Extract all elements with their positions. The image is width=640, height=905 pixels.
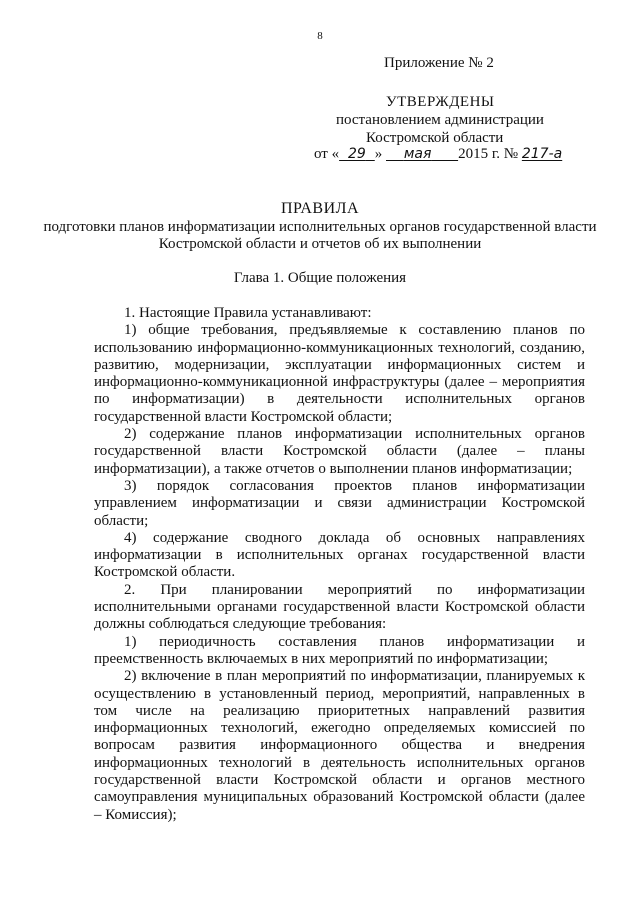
date-mid: » (374, 146, 383, 162)
chapter-heading: Глава 1. Общие положения (233, 270, 407, 286)
paragraph: 2) содержание планов информатизации исполнительных органов государственной власти Костромской области (далее – планы информатизации), а также отчетов о выполнении планов информатизации; (94, 426, 585, 477)
paragraph: 1. Настоящие Правила устанавливают: (124, 305, 372, 321)
date-prefix: от « (314, 146, 340, 162)
date-month: мая (403, 146, 432, 162)
approval-region: Костромской области (366, 130, 504, 146)
page-number: 8 (317, 30, 323, 42)
approval-by: постановлением администрации (336, 112, 544, 128)
appendix-label: Приложение № 2 (384, 55, 494, 71)
paragraph: 2. При планировании мероприятий по информатизации исполнительными органами государственной власти Костромской области должны соблюдаться следующие требования: (94, 581, 585, 633)
paragraph: 1) периодичность составления планов информатизации и преемственность включаемых в них мероприятий по информатизации; (94, 633, 585, 667)
approval-heading: УТВЕРЖДЕНЫ (386, 94, 495, 110)
paragraph: 1) общие требования, предъявляемые к составлению планов по использованию информационно-коммуникационных технологий, созданию, развитию, модернизации, эксплуатации информационных систем и информационно-коммуникационной инфраструктуры (далее – мероприятия по информатизации) в деятельности исполнительных органов государственной власти Костромской области; (94, 322, 585, 425)
date-year-number: 2015 г. № (458, 146, 519, 162)
paragraph: 3) порядок согласования проектов планов информатизации управлением информатизации и связи администрации Костромской области; (94, 477, 585, 529)
date-day: 29 (348, 146, 366, 162)
paragraph: 2) включение в план мероприятий по информатизации, планируемых к осуществлению в установленный период, мероприятий, направленных в том числе на реализацию приоритетных направлений развития информационных технологий, ежегодно определяемых комиссией по вопросам развития информационного общества и внедрения информационных технологий в деятельность исполнительных органов государственной власти Костромской области и органов местного самоуправления муниципальных образований Костромской области (далее – Комиссия); (94, 668, 585, 823)
document-body (94, 305, 585, 824)
decree-number: 217-а (521, 146, 563, 162)
paragraph: 4) содержание сводного доклада об основных направлениях информатизации в исполнительных органах государственной власти Костромской области. (94, 529, 585, 581)
document-title: ПРАВИЛА (280, 200, 360, 217)
document-subtitle: подготовки планов информатизации исполнительных органов государственной власти Костромской области и отчетов об их выполнении (43, 219, 597, 252)
approval-date-line (314, 146, 562, 163)
